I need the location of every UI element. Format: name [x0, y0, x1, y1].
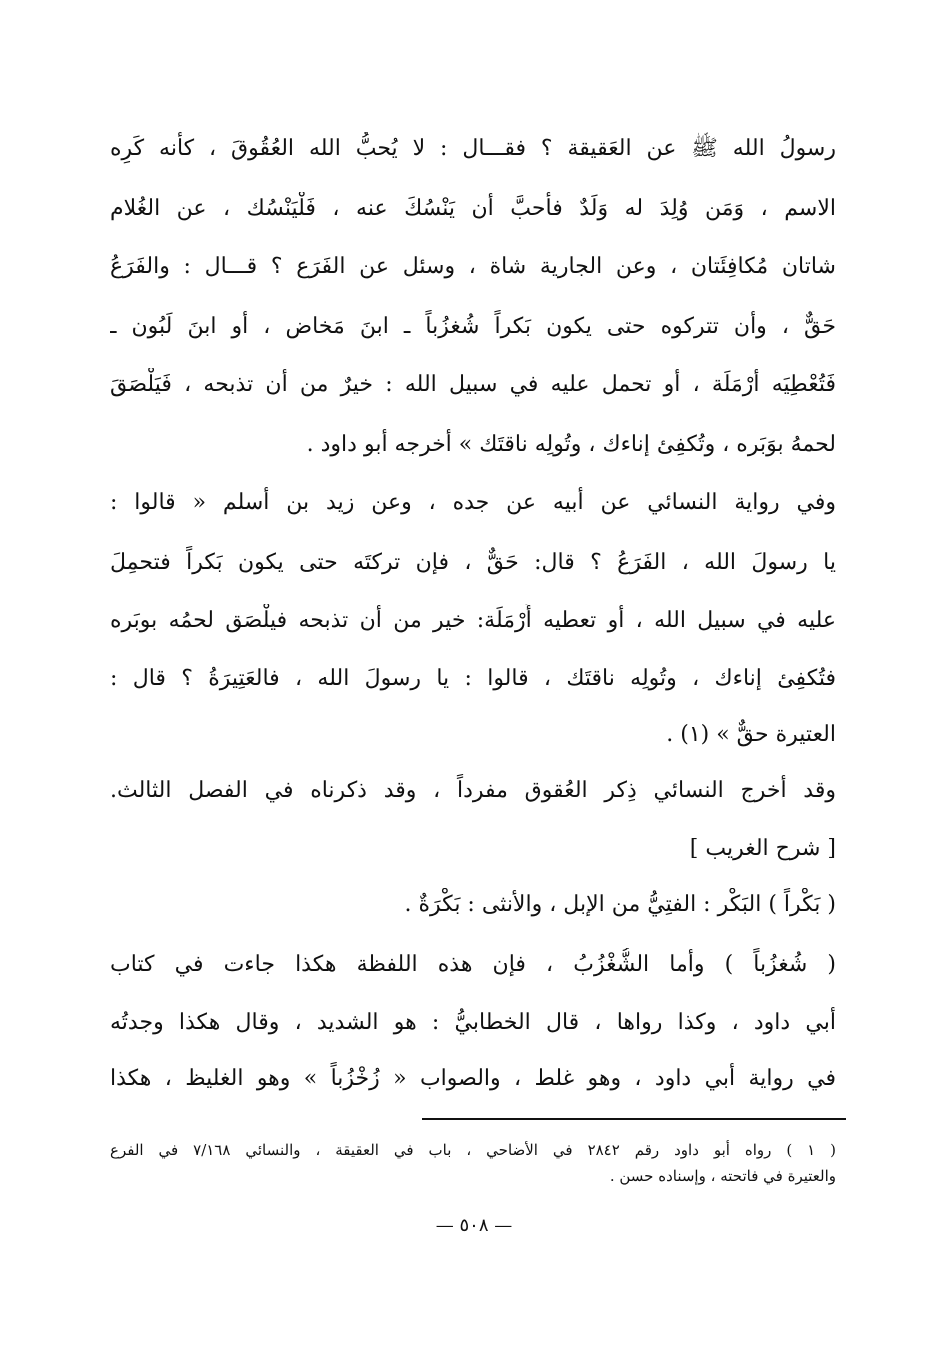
body-line: شاتان مُكافِئَتان ، وعن الجارية شاة ، وسئل عن الفَرَع ؟ قـــال : والفَرَعُ	[110, 254, 836, 279]
footnote-line: والعتيرة في فاتحته ، وإسناده حسن .	[609, 1167, 836, 1185]
body-line: وقد أخرج النسائي ذِكر العُقوق مفرداً ، وقد ذكرناه في الفصل الثالث.	[110, 778, 836, 803]
body-line: عليه في سبيل الله ، أو تعطيه أَرْمَلَة: خير من أن تذبحه فيلْصَق لحمُه بوبَره	[110, 608, 836, 633]
body-line: الاسم ، وَمَن وُلِدَ له وَلَدٌ فأحبَّ أن يَنْسُكَ عنه ، فَلْيَنْسُك ، عن الغُلام	[110, 196, 836, 221]
body-line: رسولُ الله ﷺ عن العَقيقة ؟ فقـــال : لا يُحبُّ الله العُقُوقَ ، كأنه كَرِه	[110, 136, 836, 161]
body-line: فَتُعْطِيَه أرْمَلَة ، أو تحمل عليه في سبيل الله : خيرٌ من أن تذبحه ، فَيَلْصَقَ	[110, 372, 836, 397]
body-line: يا رسولَ الله ، الفَرَعُ ؟ قال: حَقٌّ ، فإن تركتَه حتى يكون بَكراً فتحمِلَ	[110, 550, 836, 575]
body-line: فتُكفِئ إناءك ، وتُولِه ناقتَك ، قالوا : يا رسولَ الله ، فالعَتِيرَةُ ؟ قال :	[110, 666, 836, 691]
gharib-entry: في رواية أبي داود ، وهو غلط ، والصواب « زُخْزُباً » وهو الغليظ ، هكذا	[110, 1066, 836, 1091]
gharib-entry: أبي داود ، وكذا رواها ، قال الخطابيُّ : هو الشديد ، وقال هكذا وجدتُه	[110, 1010, 836, 1035]
footnote-separator	[422, 1118, 846, 1120]
page-number: — ٥٠٨ —	[435, 1215, 513, 1236]
gharib-entry: ( بَكْراً ) البَكْر : الفتِيُّ من الإبل ، والأنثى : بَكْرَةٌ .	[404, 892, 836, 917]
body-line-with-footnote-ref: العتيرة حقٌّ » (١) .	[666, 722, 836, 747]
body-line: لحمهُ بوَبَره ، وتُكفِئ إناءك ، وتُولِه ناقتَك » أخرجه أبو داود .	[306, 432, 836, 457]
footnote-line: ( ١ ) رواه أبو داود رقم ٢٨٤٢ في الأضاحي ، باب في العقيقة ، والنسائي ٧/١٦٨ في الفرع	[110, 1141, 836, 1159]
gharib-entry: ( شُغزُباً ) وأما الشُّغْزُبُ ، فإن هذه اللفظة هكذا جاءت في كتاب	[110, 952, 836, 977]
section-heading-gharib: [ شرح الغريب ]	[689, 836, 836, 861]
body-line: وفي رواية النسائي عن أبيه عن جده ، وعن زيد بن أسلم « قالوا :	[110, 490, 836, 515]
body-line: حَقٌّ ، وأن تتركوه حتى يكون بَكراً شُغزُباً ـ ابنَ مَخاض ، أو ابنَ لَبُون ـ	[110, 314, 836, 339]
